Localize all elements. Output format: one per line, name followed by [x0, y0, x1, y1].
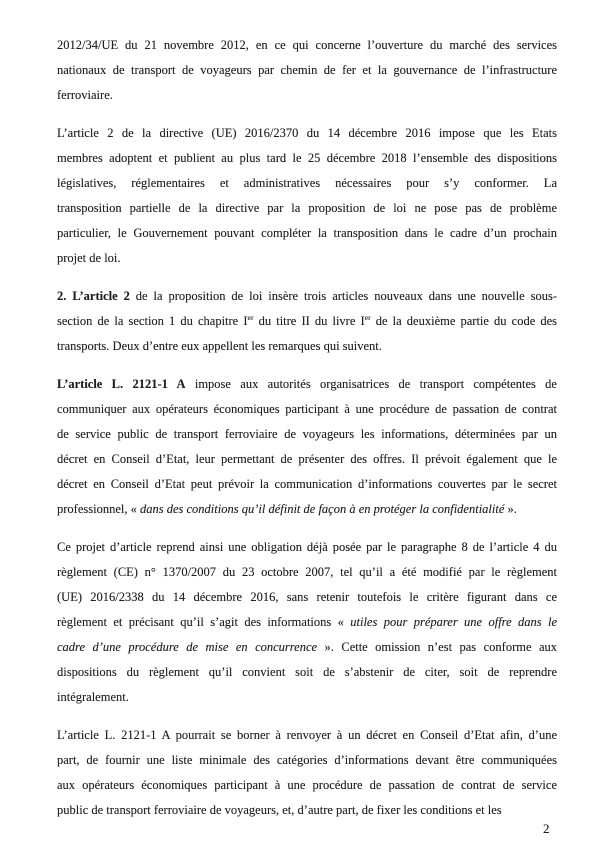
text-run: membres adoptent et publient au plus tard le 25 décembre 2018 l’ensemble des dispositions: [57, 151, 557, 165]
text-line: [57, 535, 557, 560]
text-run: transports. Deux d’entre eux appellent les remarques qui suivent.: [57, 339, 382, 353]
text-line: [57, 685, 557, 710]
text-line: [57, 635, 557, 660]
text-line: [57, 497, 557, 522]
text-run: public de transport ferroviaire de voyageurs, et, d’autre part, de fixer les conditions et les: [57, 803, 502, 817]
text-run: nationaux de transport de voyageurs par chemin de fer et la gouvernance de l’infrastructure: [57, 63, 557, 77]
text-line: [57, 171, 557, 196]
text-run: législatives, réglementaires et administratives nécessaires pour s’y conformer. La: [57, 176, 557, 190]
text-run: part, de fournir une liste minimale des catégories d’informations devant être communiquées: [57, 753, 557, 767]
text-run: de service public de transport ferroviaire de voyageurs les informations, déterminées par un: [57, 427, 557, 441]
text-run: er: [364, 312, 371, 322]
text-run: projet de loi.: [57, 251, 121, 265]
text-line: [57, 58, 557, 83]
text-block: [57, 33, 557, 836]
paragraph-5: [57, 535, 557, 710]
text-line: [57, 334, 557, 359]
text-line: [57, 610, 557, 635]
text-line: [57, 33, 557, 58]
text-run: cadre d’une procédure de mise en concurrence: [57, 640, 318, 654]
text-line: [57, 798, 557, 823]
text-run: 2012/34/UE du 21 novembre 2012, en ce qui concerne l’ouverture du marché des services: [57, 38, 557, 52]
text-line: [57, 372, 557, 397]
text-run: du titre II du livre I: [253, 314, 365, 328]
text-run: L’article L. 2121-1 A pourrait se borner à renvoyer à un décret en Conseil d’Etat afin, d’une: [57, 728, 557, 742]
text-run: 2. L’article 2: [57, 289, 130, 303]
text-run: ». Cette omission n’est pas conforme aux: [317, 640, 558, 654]
text-line: [57, 660, 557, 685]
text-run: dispositions du règlement qu’il convient soit de s’abstenir de citer, soit de reprendre: [57, 665, 557, 679]
text-run: ferroviaire.: [57, 88, 113, 102]
text-run: professionnel, «: [57, 502, 140, 516]
text-line: [57, 447, 557, 472]
paragraph-1: [57, 33, 557, 108]
text-line: [57, 121, 557, 146]
text-run: particulier, le Gouvernement pouvant compléter la transposition dans le cadre d’un prochain: [57, 226, 557, 240]
text-line: [57, 83, 557, 108]
text-run: L’article L. 2121-1 A: [57, 377, 186, 391]
text-run: transposition partielle de la directive par la proposition de loi ne pose pas de problème: [57, 201, 557, 215]
text-line: [57, 221, 557, 246]
text-run: règlement et précisant qu’il s’agit des informations «: [57, 615, 351, 629]
text-run: règlement (CE) n° 1370/2007 du 23 octobre 2007, tel qu’il a été modifié par le règlement: [57, 565, 557, 579]
paragraph-2: [57, 121, 557, 271]
text-run: ».: [504, 502, 517, 516]
text-run: communiquer aux opérateurs économiques participant à une procédure de passation de contrat: [57, 402, 557, 416]
text-run: section de la section 1 du chapitre I: [57, 314, 248, 328]
text-line: [57, 246, 557, 271]
text-run: décret en Conseil d’Etat peut prévoir la communication d’informations couvertes par le secret: [57, 477, 557, 491]
text-run: (UE) 2016/2338 du 14 décembre 2016, sans retenir toutefois le critère figurant dans ce: [57, 590, 557, 604]
text-run: er: [247, 312, 254, 322]
paragraph-3: [57, 284, 557, 359]
text-line: [57, 146, 557, 171]
text-line: [57, 748, 557, 773]
text-run: impose aux autorités organisatrices de transport compétentes de: [185, 377, 557, 391]
text-line: [57, 196, 557, 221]
text-line: [57, 585, 557, 610]
text-line: [57, 397, 557, 422]
page-number: 2: [543, 821, 550, 836]
paragraph-6: [57, 723, 557, 823]
text-line: [57, 284, 557, 309]
text-line: [57, 422, 557, 447]
text-run: de la proposition de loi insère trois articles nouveaux dans une nouvelle sous-: [129, 289, 557, 303]
text-line: [57, 309, 557, 334]
text-run: dans des conditions qu’il définit de façon à en protéger la confidentialité: [139, 502, 505, 516]
text-run: intégralement.: [57, 690, 129, 704]
text-line: [57, 773, 557, 798]
text-run: Ce projet d’article reprend ainsi une obligation déjà posée par le paragraphe 8 de l’article 4 du: [57, 540, 557, 554]
text-run: de la deuxième partie du code des: [370, 314, 557, 328]
text-line: [57, 723, 557, 748]
text-run: utiles pour préparer une offre dans le: [350, 615, 557, 629]
paragraph-4: [57, 372, 557, 522]
text-line: [57, 560, 557, 585]
text-line: [57, 472, 557, 497]
text-run: aux opérateurs économiques participant à une procédure de passation de contrat de service: [57, 778, 557, 792]
text-run: décret en Conseil d’Etat, leur permettant de présenter des offres. Il prévoit également que le: [57, 452, 557, 466]
text-run: L’article 2 de la directive (UE) 2016/2370 du 14 décembre 2016 impose que les Etats: [57, 126, 557, 140]
